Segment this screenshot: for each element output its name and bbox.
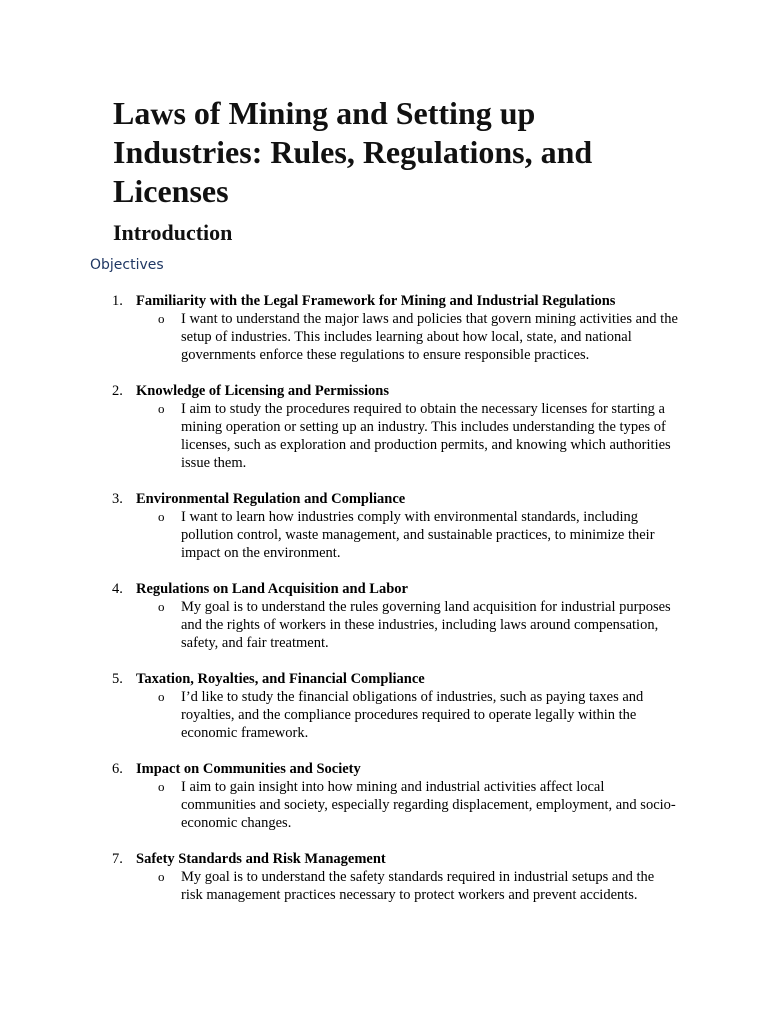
objective-body: I aim to study the procedures required to obtain the necessary licenses for starting a mining operation or setting up an industry. This includes understanding the types of licenses, such as exploration and production permits, and knowing which authorities issue them. <box>181 401 671 471</box>
objective-item-2 <box>0 382 768 472</box>
bullet-marker: o <box>158 401 165 416</box>
objective-number: 3. <box>112 491 123 507</box>
objective-number: 5. <box>112 671 123 687</box>
objective-body: I want to understand the major laws and policies that govern mining activities and the setup of industries. This includes learning about how local, state, and national governments enforce these regulations to ensure responsible practices. <box>181 311 678 363</box>
objective-heading: Impact on Communities and Society <box>136 761 361 777</box>
bullet-marker: o <box>158 869 165 884</box>
bullet-marker: o <box>158 779 165 794</box>
objective-number: 6. <box>112 761 123 777</box>
bullet-marker: o <box>158 599 165 614</box>
objective-heading: Taxation, Royalties, and Financial Compliance <box>136 671 425 687</box>
document-title: Laws of Mining and Setting up Industries: Rules, Regulations, and Licenses <box>113 95 593 209</box>
objective-heading: Safety Standards and Risk Management <box>136 851 386 867</box>
objective-item-4 <box>0 580 768 652</box>
objective-heading: Environmental Regulation and Compliance <box>136 491 406 507</box>
objective-body: I’d like to study the financial obligations of industries, such as paying taxes and royalties, and the compliance procedures required to operate legally within the economic framework. <box>181 689 644 741</box>
objective-number: 1. <box>112 293 123 309</box>
objective-item-5 <box>0 670 768 742</box>
objective-heading: Knowledge of Licensing and Permissions <box>136 383 389 399</box>
bullet-marker: o <box>158 311 165 326</box>
objective-body: My goal is to understand the safety standards required in industrial setups and the risk management practices necessary to protect workers and prevent accidents. <box>181 869 655 903</box>
heading-objectives: Objectives <box>90 257 164 273</box>
objective-body: I aim to gain insight into how mining and industrial activities affect local communities and society, especially regarding displacement, employment, and socio-economic changes. <box>181 779 676 831</box>
objective-item-6 <box>0 760 768 832</box>
objective-item-7 <box>0 850 768 904</box>
objective-number: 2. <box>112 383 123 399</box>
objectives-list <box>0 292 768 922</box>
objective-item-1 <box>0 292 768 364</box>
objective-body: I want to learn how industries comply with environmental standards, including pollution control, waste management, and sustainable practices, to minimize their impact on the environment. <box>181 509 655 561</box>
objective-number: 4. <box>112 581 123 597</box>
heading-introduction: Introduction <box>113 220 233 245</box>
objective-number: 7. <box>112 851 123 867</box>
bullet-marker: o <box>158 509 165 524</box>
objective-heading: Regulations on Land Acquisition and Labor <box>136 581 408 597</box>
objective-item-3 <box>0 490 768 562</box>
objective-heading: Familiarity with the Legal Framework for Mining and Industrial Regulations <box>136 293 616 309</box>
bullet-marker: o <box>158 689 165 704</box>
objective-body: My goal is to understand the rules governing land acquisition for industrial purposes and the rights of workers in these industries, including laws around compensation, safety, and fair treatment. <box>181 599 671 651</box>
